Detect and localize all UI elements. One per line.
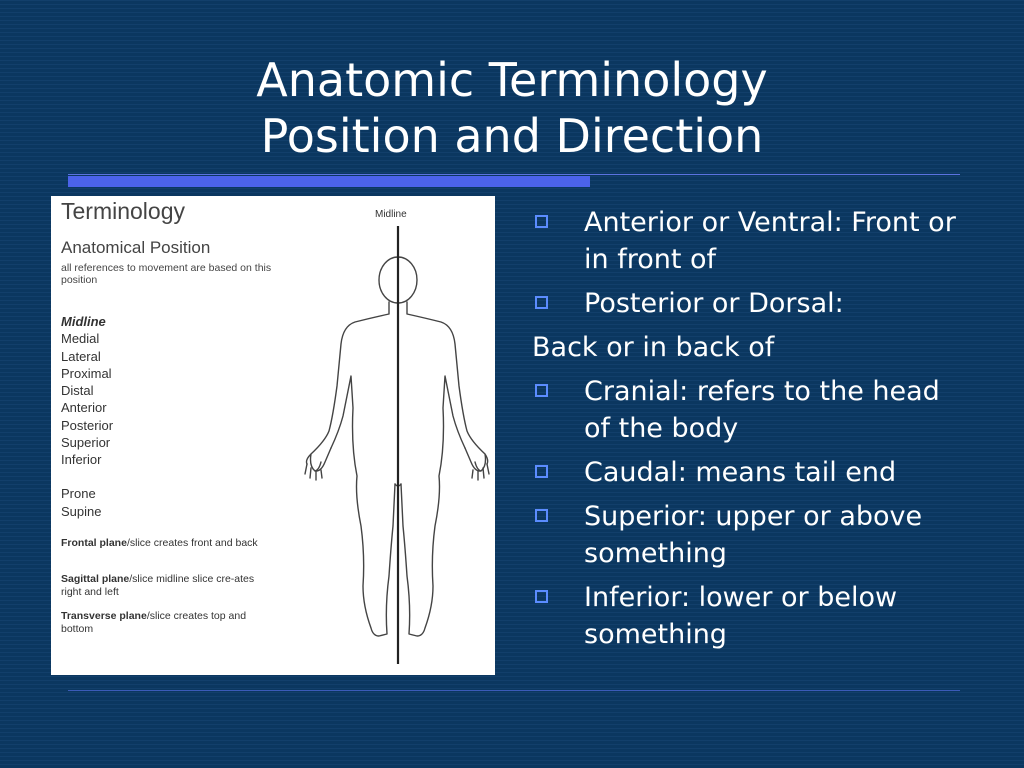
terms-list <box>61 313 113 469</box>
square-bullet-icon <box>535 509 548 522</box>
term-item: Prone <box>61 486 96 501</box>
term-item: Proximal <box>61 365 112 381</box>
square-bullet-icon <box>535 296 548 309</box>
bullet-item <box>532 498 972 572</box>
bullet-item <box>532 373 972 447</box>
term-item: Posterior <box>61 417 114 433</box>
square-bullet-icon <box>535 590 548 603</box>
plane-text: /slice midline slice cre-ates right and left <box>61 573 255 598</box>
square-bullet-icon <box>535 384 548 397</box>
plane-text: /slice creates front and back <box>126 537 258 549</box>
bullet-list <box>532 204 972 660</box>
bullet-text: Caudal: means tail end <box>584 457 897 488</box>
plane-name: Sagittal plane <box>61 573 130 585</box>
bullet-text: Anterior or Ventral: Front or in front of <box>584 207 956 275</box>
title-line-2: Position and Direction <box>260 109 764 163</box>
term-item: Distal <box>61 383 94 399</box>
square-bullet-icon <box>535 215 548 228</box>
term-item: Midline <box>61 314 106 329</box>
plane-name: Transverse plane <box>61 610 147 622</box>
divider-line <box>68 174 960 175</box>
plane-sagittal <box>61 573 271 598</box>
bottom-divider-line <box>68 690 960 691</box>
term-item: Medial <box>61 331 100 347</box>
midline-label: Midline <box>375 209 407 220</box>
term-item: Superior <box>61 435 111 451</box>
plane-text: /slice creates top and bottom <box>61 610 247 635</box>
square-bullet-icon <box>535 465 548 478</box>
term-item: Inferior <box>61 452 102 468</box>
bullet-text: Cranial: refers to the head of the body <box>584 376 940 444</box>
term-item: Supine <box>61 503 102 519</box>
position-terms <box>61 485 101 520</box>
bullet-item <box>532 204 972 278</box>
plane-transverse <box>61 610 271 635</box>
bullet-text: Inferior: lower or below something <box>584 582 898 650</box>
bullet-text: Posterior or Dorsal: <box>584 288 844 319</box>
human-body-outline-icon <box>291 226 491 666</box>
figure-heading: Terminology <box>61 198 185 224</box>
anatomy-figure <box>51 196 495 675</box>
bullet-item <box>532 579 972 653</box>
figure-note: all references to movement are based on this position <box>61 262 272 286</box>
slide-title <box>0 52 1024 164</box>
title-line-1: Anatomic Terminology <box>256 53 768 107</box>
figure-subheading: Anatomical Position <box>61 238 211 257</box>
bullet-text: Superior: upper or above something <box>584 501 923 569</box>
term-item: Lateral <box>61 348 101 364</box>
term-item: Anterior <box>61 400 107 416</box>
plain-text-line: Back or in back of <box>532 332 775 363</box>
plane-name: Frontal plane <box>61 537 127 549</box>
bullet-item <box>532 454 972 491</box>
bullet-item <box>532 285 972 322</box>
plane-frontal <box>61 537 271 550</box>
accent-bar <box>68 176 590 187</box>
